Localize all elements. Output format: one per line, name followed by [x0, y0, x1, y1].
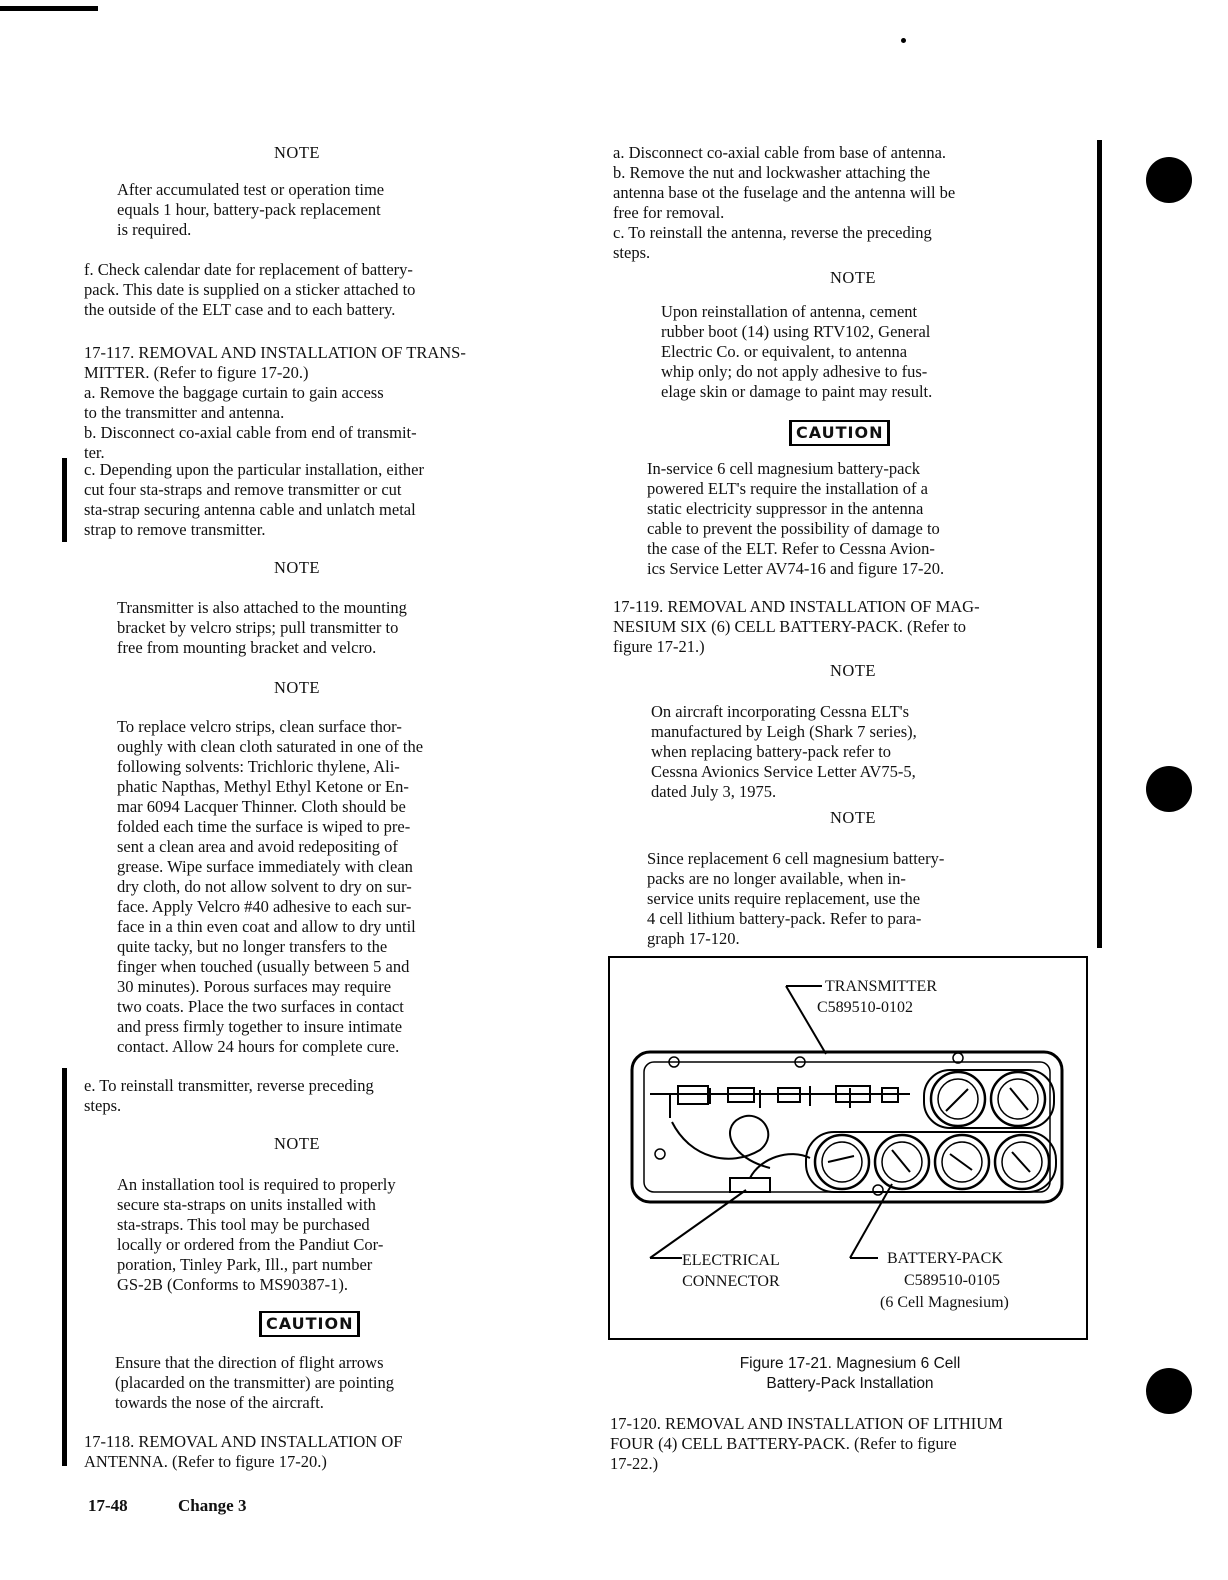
battery-type: (6 Cell Magnesium) [880, 1294, 1009, 1311]
caution-text: In-service 6 cell magnesium battery-pack powered ELT's require the installation of a static electricity suppressor in the antenna cable to prevent the possibility of damage to the case of the ELT. Refer to Cessna Avion- ics Service Letter AV74-16 and figure 17-20. [647, 459, 945, 578]
note-heading: NOTE [274, 1134, 320, 1153]
note-heading: NOTE [274, 143, 320, 162]
note-text: Upon reinstallation of antenna, cement rubber boot (14) using RTV102, General Electric Co. or equivalent, to antenna whip only; do not apply adhesive to fus- elage skin or damage to paint may result. [661, 302, 933, 401]
note-text: To replace velcro strips, clean surface thor- oughly with clean cloth saturated in one of the following solvents: Trichloric thylene, Ali- phatic Napthas, Methyl Ethyl Ketone or En- mar 6094 Lacquer Thinner. Cloth should be folded each time the surface is wiped to pre- sent a clean area and avoid redepositing of grease. Wipe surface immediately with clean dry cloth, do not allow solvent to dry on sur- face. Apply Velcro #40 adhesive to each sur- face in a thin even coat and allow to dry until quite tacky, but no longer transfers to the finger when touched (usually between 5 and 30 minutes). Porous surfaces may require two coats. Place the two surfaces in contact and press firmly together to insure intimate contact. Allow 24 hours for complete cure. [117, 717, 424, 1056]
transmitter-part-number: C589510-0102 [817, 999, 913, 1016]
battery-part-number: C589510-0105 [904, 1272, 1000, 1289]
note-text: On aircraft incorporating Cessna ELT's manufactured by Leigh (Shark 7 series), when replacing battery-pack refer to Cessna Avionics Service Letter AV75-5, dated July 3, 1975. [651, 702, 917, 801]
step-f: f. Check calendar date for replacement of battery- pack. This date is supplied on a sticker attached to the outside of the ELT case and to each battery. [84, 260, 416, 319]
section-17-119-heading: 17-119. REMOVAL AND INSTALLATION OF MAG- NESIUM SIX (6) CELL BATTERY-PACK. (Refer to figure 17-21.) [613, 597, 980, 656]
steps-abc: a. Disconnect co-axial cable from base of antenna. b. Remove the nut and lockwasher attaching the antenna base ot the fuselage and the antenna will be free for removal. c. To reinstall the antenna, reverse the preceding steps. [613, 143, 956, 262]
binder-hole [1146, 766, 1192, 812]
change-bar [1097, 140, 1102, 948]
page-number: 17-48 [88, 1496, 128, 1515]
note-heading: NOTE [274, 558, 320, 577]
scan-dot [901, 38, 906, 43]
note-text: Since replacement 6 cell magnesium battery- packs are no longer available, when in- service units require replacement, use the 4 cell lithium battery-pack. Refer to para- graph 17-120. [647, 849, 945, 948]
note-text: Transmitter is also attached to the mounting bracket by velcro strips; pull transmitter to free from mounting bracket and velcro. [117, 598, 407, 657]
caution-label: CAUTION [789, 420, 890, 446]
step-e: e. To reinstall transmitter, reverse preceding steps. [84, 1076, 374, 1115]
note-heading: NOTE [830, 808, 876, 827]
section-17-117-heading: 17-117. REMOVAL AND INSTALLATION OF TRANS- MITTER. (Refer to figure 17-20.) [84, 343, 466, 382]
note-heading: NOTE [830, 661, 876, 680]
section-17-118-heading: 17-118. REMOVAL AND INSTALLATION OF ANTENNA. (Refer to figure 17-20.) [84, 1432, 403, 1471]
note-heading: NOTE [830, 268, 876, 287]
section-17-120-heading: 17-120. REMOVAL AND INSTALLATION OF LITHIUM FOUR (4) CELL BATTERY-PACK. (Refer to figure 17-22.) [610, 1414, 1003, 1473]
step-b: b. Disconnect co-axial cable from end of transmit- ter. [84, 423, 417, 462]
note-text: After accumulated test or operation time equals 1 hour, battery-pack replacement is required. [117, 180, 385, 239]
figure-17-21 [608, 956, 1088, 1340]
caution-text: Ensure that the direction of flight arrows (placarded on the transmitter) are pointing towards the nose of the aircraft. [115, 1353, 395, 1412]
transmitter-label: TRANSMITTER [825, 978, 937, 995]
step-a: a. Remove the baggage curtain to gain access to the transmitter and antenna. [84, 383, 384, 422]
note-text: An installation tool is required to properly secure sta-straps on units installed with sta-straps. This tool may be purchased locally or ordered from the Pandiut Cor- poration, Tinley Park, Ill., part number GS-2B (Conforms to MS90387-1). [117, 1175, 396, 1294]
connector-label: ELECTRICAL CONNECTOR [682, 1252, 780, 1290]
change-number: Change 3 [178, 1496, 247, 1515]
figure-caption: Figure 17-21. Magnesium 6 Cell Battery-Pack Installation [739, 1355, 961, 1392]
binder-hole [1146, 1368, 1192, 1414]
caution-label: CAUTION [259, 1311, 360, 1337]
note-heading: NOTE [274, 678, 320, 697]
change-bar [62, 458, 67, 542]
scan-mark [0, 6, 98, 11]
step-c: c. Depending upon the particular installation, either cut four sta-straps and remove transmitter or cut sta-strap securing antenna cable and unlatch metal strap to remove transmitter. [84, 460, 424, 539]
binder-hole [1146, 157, 1192, 203]
change-bar [62, 1068, 67, 1466]
battery-pack-label: BATTERY-PACK [887, 1250, 1003, 1267]
